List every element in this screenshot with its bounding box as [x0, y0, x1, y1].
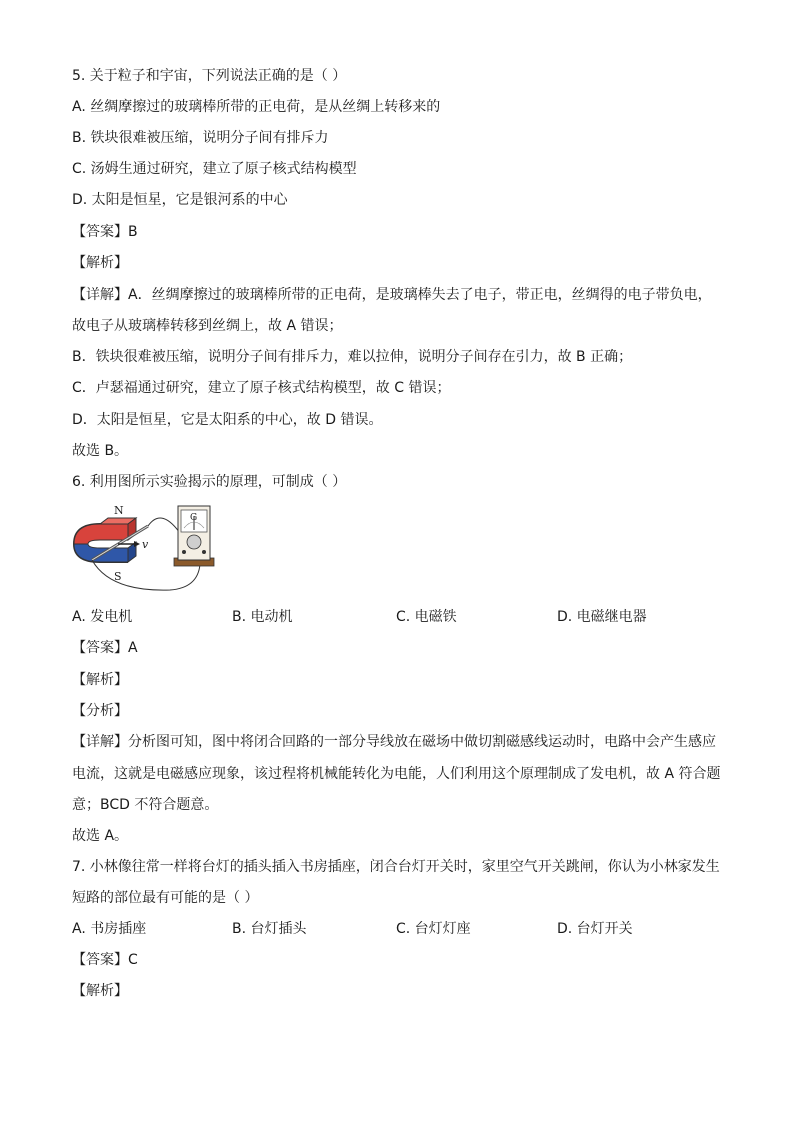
- q5-option-d: D. 太阳是恒星，它是银河系的中心: [72, 192, 288, 208]
- q6-fenxi-heading: 【分析】: [72, 703, 128, 719]
- q6-detail-line: 意；BCD 不符合题意。: [72, 797, 219, 813]
- q7-stem-line: 短路的部位最有可能的是（ ）: [72, 890, 259, 906]
- q6-option-b: B. 电动机: [232, 609, 293, 625]
- q7-option-a: A. 书房插座: [72, 921, 147, 937]
- q5-option-a: A. 丝绸摩擦过的玻璃棒所带的正电荷，是从丝绸上转移来的: [72, 99, 441, 115]
- q5-option-b: B. 铁块很难被压缩，说明分子间有排斥力: [72, 130, 329, 146]
- q5-conclusion: 故选 B。: [72, 443, 129, 459]
- q5-option-c: C. 汤姆生通过研究，建立了原子核式结构模型: [72, 161, 357, 177]
- velocity-label: v: [142, 538, 149, 551]
- q7-option-b: B. 台灯插头: [232, 921, 307, 937]
- q6-analysis-heading: 【解析】: [72, 672, 128, 688]
- galvanometer-label: G: [190, 513, 198, 523]
- q5-stem: 5. 关于粒子和宇宙，下列说法正确的是（ ）: [72, 68, 347, 84]
- wire: [148, 518, 182, 536]
- q7-answer: 【答案】C: [72, 952, 138, 968]
- q5-detail-line: 故电子从玻璃棒转移到丝绸上，故 A 错误；: [72, 318, 343, 334]
- q6-detail-line: 电流，这就是电磁感应现象，该过程将机械能转化为电能，人们利用这个原理制成了发电机，故 A 符合题: [72, 766, 721, 782]
- electromagnetic-induction-figure: [70, 502, 220, 594]
- north-pole-label: N: [114, 504, 124, 517]
- q6-answer: 【答案】A: [72, 640, 138, 656]
- q5-analysis-heading: 【解析】: [72, 255, 128, 271]
- q5-answer: 【答案】B: [72, 224, 138, 240]
- q7-analysis-heading: 【解析】: [72, 983, 128, 999]
- south-pole-label: S: [114, 570, 122, 583]
- q6-detail-line: 【详解】分析图可知，图中将闭合回路的一部分导线放在磁场中做切割磁感线运动时，电路中会产生感应: [72, 734, 716, 750]
- q5-detail-line: D．太阳是恒星，它是太阳系的中心，故 D 错误。: [72, 412, 383, 428]
- q6-option-c: C. 电磁铁: [396, 609, 457, 625]
- q6-conclusion: 故选 A。: [72, 828, 129, 844]
- q7-stem-line: 7. 小林像往常一样将台灯的插头插入书房插座，闭合台灯开关时，家里空气开关跳闸，你认为小林家发生: [72, 859, 720, 875]
- q6-stem: 6. 利用图所示实验揭示的原理，可制成（ ）: [72, 474, 347, 490]
- q5-detail-line: 【详解】A．丝绸摩擦过的玻璃棒所带的正电荷，是玻璃棒失去了电子，带正电，丝绸得的电子带负电，: [72, 287, 712, 303]
- q6-option-a: A. 发电机: [72, 609, 133, 625]
- q5-detail-line: C．卢瑟福通过研究，建立了原子核式结构模型，故 C 错误；: [72, 380, 451, 396]
- q6-option-d: D. 电磁继电器: [557, 609, 647, 625]
- q7-option-d: D. 台灯开关: [557, 921, 633, 937]
- q5-detail-line: B．铁块很难被压缩，说明分子间有排斥力，难以拉伸，说明分子间存在引力，故 B 正确；: [72, 349, 633, 365]
- q7-option-c: C. 台灯灯座: [396, 921, 471, 937]
